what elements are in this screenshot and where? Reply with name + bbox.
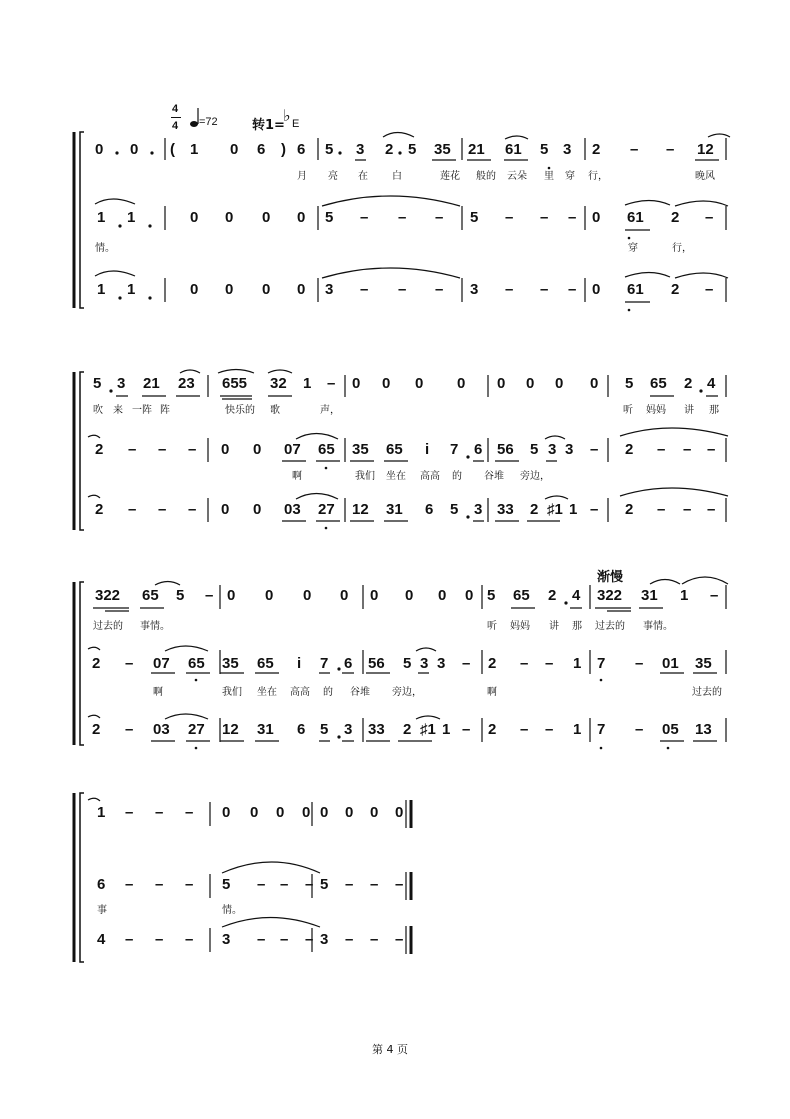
lyric-s1-p1-4: 白 [392,171,402,182]
note-s1-p3-16: 61 [627,281,644,298]
note-s1-p2-11: 5 [470,209,479,226]
note-s4-p2-5: 5 [222,876,231,893]
note-s3-p2-6: 65 [257,655,274,672]
lyric-s1-p1-5: 莲花 [440,171,460,182]
note-s3-p3-8: 5 [320,721,329,738]
note-s1-p3-5: 0 [262,281,271,298]
lyric-s2-p2-3: 坐在 [386,471,406,482]
lyric-s2-p2-1: 啊 [292,471,302,482]
lyric-s2-p1-7: 声， [320,405,340,416]
note-s1-p3-14: – [568,281,577,298]
note-s1-p2-9: – [398,209,407,226]
note-s3-p3-16: – [520,721,529,738]
lyric-s3-p1-5: 讲 [549,621,559,632]
lyric-s1-p1-8: 里 [544,171,554,182]
note-s4-p1-6: 0 [250,804,259,821]
lyric-s3-p1-6: 那 [572,621,582,632]
note-s1-p1-1: 0 [95,141,104,158]
note-s1-p1-3: ( [170,141,175,158]
note-s3-p2-21: 01 [662,655,679,672]
lyric-s4-p2-1: 事 [97,905,107,916]
lyric-s4-p2-2: 情。 [222,905,242,916]
note-s4-p2-3: – [155,876,164,893]
note-s1-p3-2: 1 [127,281,136,298]
note-s3-p2-11: 5 [403,655,412,672]
note-s3-p2-9: 6 [344,655,353,672]
lyric-s3-p2-4: 高高 [290,687,310,698]
note-s2-p2-8: 65 [318,441,335,458]
lyric-s1-p1-10: 行， [588,171,608,182]
note-s4-p2-1: 6 [97,876,106,893]
note-s2-p3-6: 0 [253,501,262,518]
note-s3-p2-15: 2 [488,655,497,672]
ritardando-marking: 渐慢 [597,570,624,585]
note-s2-p2-5: 0 [221,441,230,458]
note-s2-p2-7: 07 [284,441,301,458]
note-s1-p1-16: 5 [540,141,549,158]
note-s4-p3-2: – [125,931,134,948]
note-s2-p3-3: – [158,501,167,518]
note-s4-p1-1: 1 [97,804,106,821]
note-s1-p1-13: 35 [434,141,451,158]
note-s3-p2-17: – [545,655,554,672]
lyric-s3-p2-5: 的 [323,687,333,698]
lyric-s1-p2-1: 情。 [95,243,115,254]
note-s2-p3-20: – [657,501,666,518]
note-s4-p3-8: – [305,931,314,948]
note-s1-p2-18: – [705,209,714,226]
note-s3-p3-2: – [125,721,134,738]
note-s3-p3-15: 2 [488,721,497,738]
note-s3-p3-4: 27 [188,721,205,738]
page-number: 第 4 页 [372,1043,408,1056]
note-s3-p2-19: 7 [597,655,606,672]
lyric-s2-p2-6: 谷堆 [484,471,504,482]
note-s1-p2-1: 1 [97,209,106,226]
lyric-s2-p1-3: 一阵 [132,405,152,416]
note-s3-p2-20: – [635,655,644,672]
note-s3-p3-5: 12 [222,721,239,738]
note-s2-p2-12: 7 [450,441,459,458]
note-s1-p3-12: – [505,281,514,298]
flat-icon: ♭ [283,106,291,125]
note-s4-p2-7: – [280,876,289,893]
lyric-s1-p1-6: 般的 [476,171,496,182]
note-s4-p2-12: – [395,876,404,893]
note-s2-p3-22: – [707,501,716,518]
note-s1-p1-8: 6 [297,141,306,158]
lyric-s1-p1-1: 月 [297,171,307,182]
note-s1-p1-20: – [666,141,675,158]
lyric-s2-p2-2: 我们 [355,471,375,482]
note-s3-p1-12: 0 [465,587,474,604]
lyric-s1-p1-9: 穿 [565,171,575,182]
note-s2-p3-4: – [188,501,197,518]
lyric-s1-p1-11: 晚风 [695,171,715,182]
note-s3-p2-3: 07 [153,655,170,672]
note-s2-p2-11: i [425,441,430,458]
note-s1-p3-4: 0 [225,281,234,298]
note-s4-p1-10: 0 [345,804,354,821]
note-s3-p3-19: 7 [597,721,606,738]
note-s4-p3-5: 3 [222,931,231,948]
note-s4-p1-12: 0 [395,804,404,821]
tempo-value: =72 [199,116,218,128]
note-s1-p1-14: 21 [468,141,485,158]
note-s2-p3-17: 1 [569,501,578,518]
note-s1-p2-16: 61 [627,209,644,226]
note-s1-p2-10: – [435,209,444,226]
note-s2-p3-7: 03 [284,501,301,518]
note-s1-p3-9: – [398,281,407,298]
note-s1-p1-12: 5 [408,141,417,158]
note-s2-p3-21: – [683,501,692,518]
note-s4-p2-11: – [370,876,379,893]
lyric-s3-p1-8: 事情。 [643,621,673,632]
lyric-s3-p2-2: 我们 [222,687,242,698]
note-s2-p1-6: 32 [270,375,287,392]
lyric-s1-p1-3: 在 [358,171,368,182]
note-s2-p1-7: 1 [303,375,312,392]
note-s3-p1-4: – [205,587,214,604]
note-s2-p1-16: 0 [590,375,599,392]
note-s3-p2-14: – [462,655,471,672]
key-letter: E [292,118,300,130]
note-s2-p3-12: 5 [450,501,459,518]
note-s2-p2-22: – [707,441,716,458]
note-s4-p3-4: – [185,931,194,948]
note-s3-p3-13: 1 [442,721,451,738]
note-s3-p1-8: 0 [340,587,349,604]
note-s2-p3-1: 2 [95,501,104,518]
lyric-s3-p2-1: 啊 [153,687,163,698]
note-s4-p2-2: – [125,876,134,893]
lyric-s3-p2-3: 坐在 [257,687,277,698]
note-s2-p1-13: 0 [497,375,506,392]
note-s2-p1-5: 655 [222,375,248,392]
note-s4-p1-3: – [155,804,164,821]
lyric-s1-p2-2: 穿 [628,243,638,254]
note-s1-p1-7: ) [281,141,286,158]
note-s4-p3-3: – [155,931,164,948]
note-s1-p3-7: 3 [325,281,334,298]
note-s3-p1-15: 2 [548,587,557,604]
note-s3-p3-14: – [462,721,471,738]
note-s1-p1-17: 3 [563,141,572,158]
note-s4-p3-1: 4 [97,931,106,948]
note-s4-p3-12: – [395,931,404,948]
note-s2-p3-19: 2 [625,501,634,518]
note-s4-p1-11: 0 [370,804,379,821]
note-s3-p1-1: 322 [95,587,121,604]
note-s1-p3-13: – [540,281,549,298]
key-change: 转1= [252,118,285,133]
note-s4-p1-7: 0 [276,804,285,821]
note-s1-p2-14: – [568,209,577,226]
note-s2-p1-10: 0 [382,375,391,392]
note-s3-p2-22: 35 [695,655,712,672]
note-s3-p2-1: 2 [92,655,101,672]
note-s2-p3-10: 31 [386,501,403,518]
lyric-s3-p1-2: 事情。 [140,621,170,632]
note-s2-p1-18: 65 [650,375,667,392]
note-s2-p1-20: 4 [707,375,716,392]
note-s3-p2-10: 56 [368,655,385,672]
note-s3-p1-20: – [710,587,719,604]
note-s4-p2-10: – [345,876,354,893]
note-s1-p3-3: 0 [190,281,199,298]
lyric-s1-p1-2: 亮 [328,171,338,182]
note-s2-p3-11: 6 [425,501,434,518]
note-s3-p1-10: 0 [405,587,414,604]
note-s3-p3-11: 2 [403,721,412,738]
note-s3-p2-7: i [297,655,302,672]
note-s1-p2-3: 0 [190,209,199,226]
lyric-s3-p1-4: 妈妈 [510,621,530,632]
lyric-s2-p1-2: 来 [113,405,123,416]
note-s3-p3-22: 13 [695,721,712,738]
lyric-s2-p1-6: 歌 [270,405,280,416]
note-s2-p3-5: 0 [221,501,230,518]
note-s2-p3-14: 33 [497,501,514,518]
note-s1-p1-5: 0 [230,141,239,158]
note-s2-p2-18: – [590,441,599,458]
note-s1-p1-4: 1 [190,141,199,158]
note-s4-p3-10: – [345,931,354,948]
note-s1-p1-2: 0 [130,141,139,158]
note-s2-p3-2: – [128,501,137,518]
note-s2-p2-14: 56 [497,441,514,458]
note-s2-p2-19: 2 [625,441,634,458]
note-s3-p1-5: 0 [227,587,236,604]
lyric-s2-p1-5: 快乐的 [225,405,255,416]
note-s3-p2-18: 1 [573,655,582,672]
note-s1-p2-4: 0 [225,209,234,226]
note-s2-p3-16: ♯1 [547,501,563,518]
note-s4-p2-8: – [305,876,314,893]
note-s2-p2-20: – [657,441,666,458]
note-s2-p1-19: 2 [684,375,693,392]
note-s2-p2-4: – [188,441,197,458]
lyric-s2-p1-4: 阵 [160,405,170,416]
note-s1-p2-6: 0 [297,209,306,226]
note-s3-p3-10: 33 [368,721,385,738]
note-s3-p1-2: 65 [142,587,159,604]
note-s2-p2-15: 5 [530,441,539,458]
note-s1-p2-5: 0 [262,209,271,226]
note-s3-p2-12: 3 [420,655,429,672]
note-s3-p3-20: – [635,721,644,738]
lyric-s1-p1-7: 云朵 [507,171,527,182]
note-s3-p1-11: 0 [438,587,447,604]
note-s2-p3-13: 3 [474,501,483,518]
note-s3-p3-1: 2 [92,721,101,738]
note-s1-p3-10: – [435,281,444,298]
note-s2-p3-18: – [590,501,599,518]
note-s2-p1-8: – [327,375,336,392]
note-s4-p1-2: – [125,804,134,821]
note-s2-p1-9: 0 [352,375,361,392]
note-s1-p2-2: 1 [127,209,136,226]
note-s2-p1-2: 3 [117,375,126,392]
note-s1-p1-11: 2 [385,141,394,158]
note-s2-p3-9: 12 [352,501,369,518]
note-s2-p1-15: 0 [555,375,564,392]
note-s3-p3-3: 03 [153,721,170,738]
lyric-s2-p1-11: 那 [709,405,719,416]
lyric-s3-p1-7: 过去的 [595,621,625,632]
note-s3-p1-6: 0 [265,587,274,604]
note-s4-p2-6: – [257,876,266,893]
note-s3-p1-3: 5 [176,587,185,604]
note-s3-p1-17: 322 [597,587,623,604]
note-s4-p3-6: – [257,931,266,948]
note-s4-p1-5: 0 [222,804,231,821]
note-s4-p1-4: – [185,804,194,821]
time-signature-top: 4 [172,103,179,115]
note-s2-p2-17: 3 [565,441,574,458]
note-s3-p1-7: 0 [303,587,312,604]
lyric-s2-p2-7: 旁边， [520,471,550,482]
note-s2-p1-12: 0 [457,375,466,392]
note-s2-p1-3: 21 [143,375,160,392]
note-s4-p3-9: 3 [320,931,329,948]
note-s3-p1-19: 1 [680,587,689,604]
lyric-s3-p2-9: 过去的 [692,687,722,698]
note-s3-p2-13: 3 [437,655,446,672]
note-s2-p2-1: 2 [95,441,104,458]
note-s3-p2-8: 7 [320,655,329,672]
note-s2-p3-15: 2 [530,501,539,518]
lyric-s2-p1-9: 妈妈 [646,405,666,416]
note-s1-p2-12: – [505,209,514,226]
note-s3-p1-16: 4 [572,587,581,604]
note-s2-p2-2: – [128,441,137,458]
note-s1-p3-17: 2 [671,281,680,298]
note-s4-p1-9: 0 [320,804,329,821]
note-s1-p1-10: 3 [356,141,365,158]
note-s3-p2-16: – [520,655,529,672]
note-s1-p3-1: 1 [97,281,106,298]
lyric-s3-p1-1: 过去的 [93,621,123,632]
note-s3-p3-9: 3 [344,721,353,738]
note-s2-p2-3: – [158,441,167,458]
lyric-s2-p2-5: 的 [452,471,462,482]
note-s4-p2-9: 5 [320,876,329,893]
lyric-s2-p2-4: 高高 [420,471,440,482]
note-s3-p1-13: 5 [487,587,496,604]
note-s3-p3-21: 05 [662,721,679,738]
note-s2-p1-11: 0 [415,375,424,392]
note-s2-p3-8: 27 [318,501,335,518]
note-s3-p1-14: 65 [513,587,530,604]
note-s4-p3-7: – [280,931,289,948]
note-s2-p2-21: – [683,441,692,458]
time-signature-divider [171,117,181,118]
note-s4-p2-4: – [185,876,194,893]
note-s1-p2-8: – [360,209,369,226]
note-s1-p2-13: – [540,209,549,226]
note-s2-p1-1: 5 [93,375,102,392]
note-s1-p1-18: 2 [592,141,601,158]
note-s2-p1-17: 5 [625,375,634,392]
lyric-s3-p2-7: 旁边， [392,687,422,698]
note-s3-p3-6: 31 [257,721,274,738]
note-s2-p2-13: 6 [474,441,483,458]
lyric-s2-p1-10: 讲 [684,405,694,416]
note-s3-p3-12: ♯1 [420,721,436,738]
note-s1-p3-15: 0 [592,281,601,298]
note-s3-p3-18: 1 [573,721,582,738]
note-s4-p3-11: – [370,931,379,948]
note-s1-p3-18: – [705,281,714,298]
note-s1-p2-7: 5 [325,209,334,226]
note-s3-p2-4: 65 [188,655,205,672]
note-s3-p1-9: 0 [370,587,379,604]
lyric-s1-p2-3: 行， [672,243,692,254]
note-s2-p2-9: 35 [352,441,369,458]
lyric-s2-p1-1: 吹 [93,405,103,416]
note-s1-p1-9: 5 [325,141,334,158]
note-s1-p1-15: 61 [505,141,522,158]
note-s3-p1-18: 31 [641,587,658,604]
note-s1-p3-6: 0 [297,281,306,298]
note-s2-p2-16: 3 [548,441,557,458]
lyric-s3-p2-6: 谷堆 [350,687,370,698]
note-s2-p1-4: 23 [178,375,195,392]
note-s4-p1-8: 0 [302,804,311,821]
note-s1-p1-6: 6 [257,141,266,158]
lyric-s2-p1-8: 听 [623,405,633,416]
note-s1-p3-8: – [360,281,369,298]
note-s2-p2-10: 65 [386,441,403,458]
note-s1-p2-17: 2 [671,209,680,226]
note-s2-p1-14: 0 [526,375,535,392]
note-s1-p2-15: 0 [592,209,601,226]
lyric-s3-p1-3: 听 [487,621,497,632]
note-s3-p2-2: – [125,655,134,672]
note-s1-p1-19: – [630,141,639,158]
note-s3-p3-7: 6 [297,721,306,738]
note-s2-p2-6: 0 [253,441,262,458]
note-s1-p1-21: 12 [697,141,714,158]
note-s1-p3-11: 3 [470,281,479,298]
note-s3-p2-5: 35 [222,655,239,672]
lyric-s3-p2-8: 啊 [487,687,497,698]
note-s3-p3-17: – [545,721,554,738]
time-signature-bottom: 4 [172,120,179,132]
